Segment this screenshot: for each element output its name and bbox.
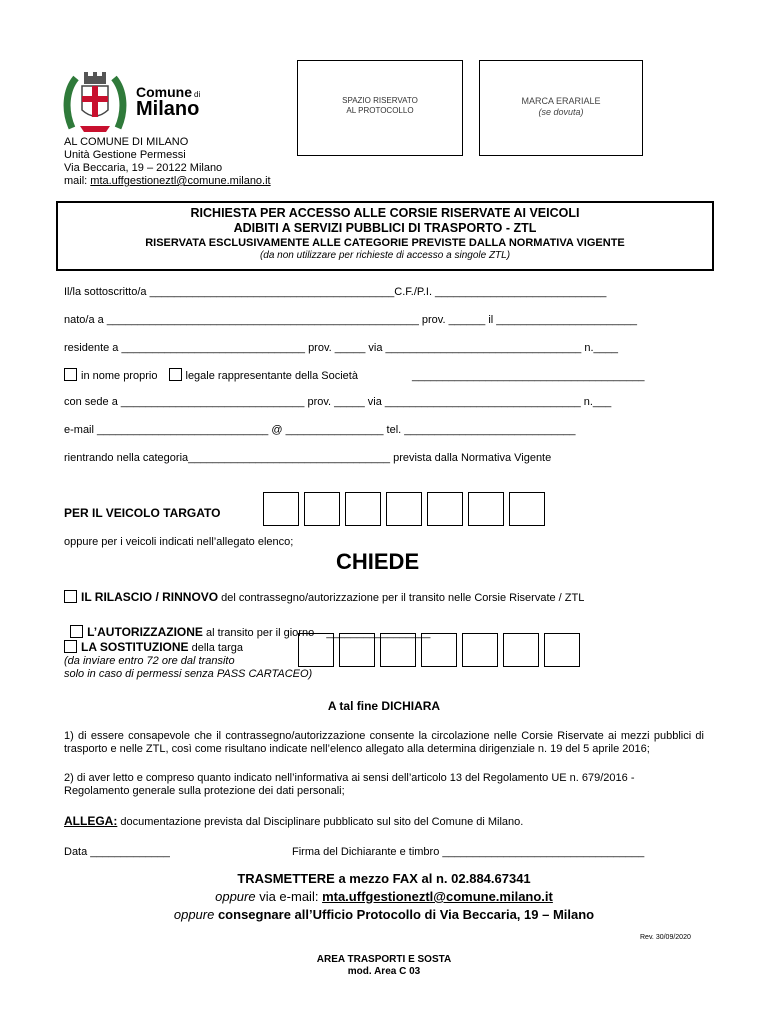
field-birth[interactable]: nato/a a ___________________________________________________ prov. ______ il _______________________ bbox=[64, 314, 637, 326]
field-subscriber[interactable]: Il/la sottoscritto/a ________________________________________C.F./P.I. ____________________________ bbox=[64, 286, 607, 298]
logo-word-comune: Comune di bbox=[136, 84, 201, 100]
declares-heading: A tal fine DICHIARA bbox=[327, 699, 441, 713]
vehicle-list-note: oppure per i veicoli indicati nell’allegato elenco; bbox=[64, 536, 294, 548]
new-plate-char-box[interactable] bbox=[544, 633, 580, 667]
vehicle-plate-label: PER IL VEICOLO TARGATO bbox=[64, 506, 221, 520]
protocol-reserved-box: SPAZIO RISERVATO AL PROTOCOLLO bbox=[297, 60, 463, 156]
field-company-seat[interactable]: con sede a ______________________________ prov. _____ via ________________________________ n.___ bbox=[64, 396, 612, 408]
new-plate-char-box[interactable] bbox=[503, 633, 539, 667]
option-issue-renew: IL RILASCIO / RINNOVO del contrassegno/autorizzazione per il transito nelle Corsie Riservate / ZTL bbox=[64, 590, 584, 604]
recipient-address bbox=[64, 136, 271, 188]
plate-char-box[interactable] bbox=[386, 492, 422, 526]
new-plate-char-box[interactable] bbox=[339, 633, 375, 667]
legal-representative-checkbox[interactable] bbox=[169, 368, 182, 381]
recipient-line: Via Beccaria, 19 – 20122 Milano bbox=[64, 162, 223, 174]
authorization-checkbox[interactable] bbox=[70, 625, 83, 638]
field-residence[interactable]: residente a ______________________________ prov. _____ via ________________________________ n.____ bbox=[64, 342, 618, 354]
signature-field[interactable]: Firma del Dichiarante e timbro _________________________________ bbox=[292, 846, 645, 858]
title-box bbox=[56, 201, 714, 271]
field-email-phone[interactable]: e-mail ____________________________ @ ________________ tel. ____________________________ bbox=[64, 424, 576, 436]
stamp-duty-box: MARCA ERARIALE (se dovuta) bbox=[479, 60, 643, 156]
fax-instruction: TRASMETTERE a mezzo FAX al n. 02.884.67341 bbox=[237, 871, 531, 886]
date-field[interactable]: Data _____________ bbox=[64, 846, 170, 858]
plate-char-box[interactable] bbox=[427, 492, 463, 526]
option-substitution: LA SOSTITUZIONE della targa bbox=[64, 640, 243, 654]
email-instruction: oppure via e-mail: mta.uffgestioneztl@comune.milano.it bbox=[215, 889, 553, 904]
field-category[interactable]: rientrando nella categoria_________________________________ prevista dalla Normativa Vigente bbox=[64, 452, 552, 464]
option-authorization: L’AUTORIZZAZIONE al transito per il giorno _________________ bbox=[64, 613, 430, 639]
issue-renew-checkbox[interactable] bbox=[64, 590, 77, 603]
new-plate-char-box[interactable] bbox=[421, 633, 457, 667]
comune-milano-logo bbox=[62, 70, 212, 136]
field-capacity: in nome proprio legale rappresentante della Società bbox=[64, 368, 358, 382]
send-email-link[interactable]: mta.uffgestioneztl@comune.milano.it bbox=[322, 889, 553, 904]
field-company[interactable]: ______________________________________ bbox=[412, 370, 645, 382]
substitution-checkbox[interactable] bbox=[64, 640, 77, 653]
substitution-note: (da inviare entro 72 ore dal transito solo in caso di permessi senza PASS CARTACEO) bbox=[64, 655, 313, 680]
title-line-2: ADIBITI A SERVIZI PUBBLICI DI TRASPORTO - ZTL bbox=[233, 221, 537, 235]
revision-date: Rev. 30/09/2020 bbox=[640, 934, 691, 941]
delivery-instruction: oppure consegnare all’Ufficio Protocollo di Via Beccaria, 19 – Milano bbox=[173, 907, 595, 922]
title-line-4: (da non utilizzare per richieste di accesso a singole ZTL) bbox=[259, 250, 511, 261]
footer: AREA TRASPORTI E SOSTA mod. Area C 03 bbox=[316, 954, 452, 977]
title-line-3: RISERVATA ESCLUSIVAMENTE ALLE CATEGORIE PREVISTE DALLA NORMATIVA VIGENTE bbox=[145, 237, 625, 249]
new-plate-char-box[interactable] bbox=[298, 633, 334, 667]
recipient-line: Unità Gestione Permessi bbox=[64, 149, 186, 161]
recipient-mail-link[interactable]: mta.uffgestioneztl@comune.milano.it bbox=[90, 175, 271, 187]
in-own-name-checkbox[interactable] bbox=[64, 368, 77, 381]
plate-char-box[interactable] bbox=[509, 492, 545, 526]
recipient-mail-line: mail: mta.uffgestioneztl@comune.milano.it bbox=[64, 175, 271, 187]
plate-char-box[interactable] bbox=[263, 492, 299, 526]
requests-heading: CHIEDE bbox=[336, 549, 420, 574]
logo-word-milano: Milano bbox=[136, 98, 200, 120]
new-plate-char-box[interactable] bbox=[462, 633, 498, 667]
plate-char-box[interactable] bbox=[468, 492, 504, 526]
plate-char-box[interactable] bbox=[345, 492, 381, 526]
declaration-1: 1) di essere consapevole che il contrassegno/autorizzazione consente la circolazione nelle Corsie Riservate ai mezzi pubblici di trasporto e nelle ZTL, così come risultano indicate nell’elenco allegato alla determina dirigenziale n. 19 del 5 aprile 2016; bbox=[64, 730, 704, 755]
plate-char-box[interactable] bbox=[304, 492, 340, 526]
attachments-line: ALLEGA: documentazione prevista dal Disciplinare pubblicato sul sito del Comune di Milano. bbox=[64, 814, 524, 828]
new-plate-char-box[interactable] bbox=[380, 633, 416, 667]
recipient-line: AL COMUNE DI MILANO bbox=[64, 136, 189, 148]
declaration-2: 2) di aver letto e compreso quanto indicato nell’informativa ai sensi dell’articolo 13 del Regolamento UE n. 679/2016 - Regolamento generale sulla protezione dei dati personali; bbox=[64, 772, 635, 797]
title-line-1: RICHIESTA PER ACCESSO ALLE CORSIE RISERVATE AI VEICOLI bbox=[190, 206, 580, 220]
coat-of-arms-icon bbox=[62, 70, 132, 136]
